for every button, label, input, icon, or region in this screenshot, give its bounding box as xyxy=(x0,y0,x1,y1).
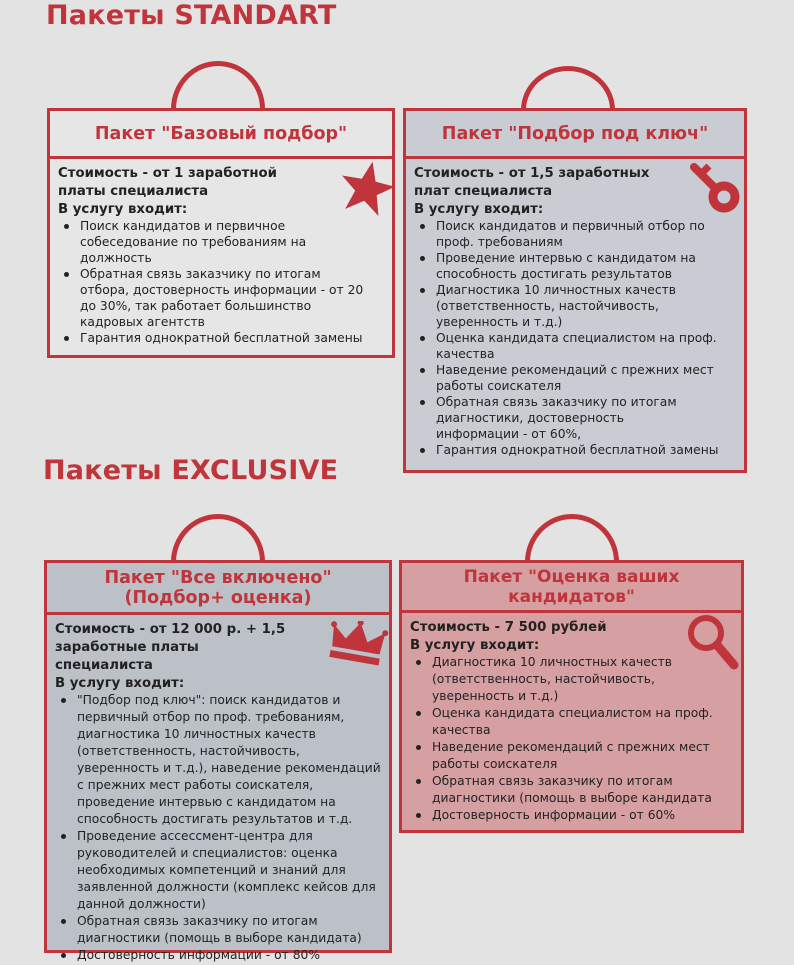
list-item: Поиск кандидатов и первичное собеседование по требованиям на должность xyxy=(61,218,331,266)
basic-package-card xyxy=(47,108,395,358)
bag-handle xyxy=(521,66,615,110)
list-item: Обратная связь заказчику по итогам отбора, достоверность информации - от 20 до 30%, так работает большинство кадровых агентств xyxy=(61,266,371,330)
list-item: Достоверность информации - от 60% xyxy=(413,807,733,824)
list-item: Достоверность информации - от 80% xyxy=(58,947,381,964)
package-title: Пакет "Базовый подбор" xyxy=(50,111,392,159)
includes-label: В услугу входит: xyxy=(58,202,188,217)
list-item: Гарантия однократной бесплатной замены xyxy=(417,442,736,458)
price-text: Стоимость - от 12 000 р. + 1,5 заработные платы специалиста xyxy=(55,622,286,673)
assessment-package-card xyxy=(399,560,744,833)
package-title xyxy=(47,563,389,615)
list-item: Обратная связь заказчику по итогам диагностики (помощь в выборе кандидата) xyxy=(58,913,381,947)
list-item: Оценка кандидата специалистом на проф. качества xyxy=(413,705,713,739)
turnkey-package-card xyxy=(403,108,747,473)
package-title-line: Пакет "Все включено" xyxy=(104,567,332,588)
list-item: Оценка кандидата специалистом на проф. качества xyxy=(417,330,717,362)
bag-handle xyxy=(171,61,265,109)
star-icon xyxy=(338,159,396,217)
list-item: Проведение интервью с кандидатом на способность достигать результатов xyxy=(417,250,707,282)
list-item: Диагностика 10 личностных качеств (ответственность, настойчивость, уверенность и т.д.) xyxy=(413,654,673,705)
list-item: Проведение ассессмент-центра для руководителей и специалистов: оценка необходимых компетенций и знаний для заявленной должности (комплекс кейсов для данной должности) xyxy=(58,828,378,913)
package-title: Пакет "Подбор под ключ" xyxy=(406,111,744,159)
price-text: Стоимость - от 1,5 заработных плат специалиста xyxy=(414,166,650,199)
services-list xyxy=(61,218,384,346)
price-text: Стоимость - 7 500 рублей xyxy=(410,620,607,635)
list-item: Поиск кандидатов и первичный отбор по проф. требованиям xyxy=(417,218,707,250)
services-list xyxy=(417,218,736,458)
exclusive-title: Пакеты EXCLUSIVE xyxy=(43,455,339,486)
includes-label: В услугу входит: xyxy=(55,676,185,691)
all-inclusive-package-card xyxy=(44,560,392,962)
price-text: Стоимость - от 1 заработной платы специалиста xyxy=(58,166,278,199)
list-item: Диагностика 10 личностных качеств (ответственность, настойчивость, уверенность и т.д.) xyxy=(417,282,687,330)
key-icon xyxy=(684,157,746,219)
list-item: Наведение рекомендаций с прежних мест работы соискателя xyxy=(417,362,717,394)
list-item: Гарантия однократной бесплатной замены xyxy=(61,330,384,346)
list-item: Наведение рекомендаций с прежних мест работы соискателя xyxy=(413,739,713,773)
includes-label: В услугу входит: xyxy=(414,202,544,217)
list-item: "Подбор под ключ": поиск кандидатов и первичный отбор по проф. требованиям, диагностика 10 личностных качеств (ответственность, настойчивость, уверенность и т.д.), наведение рекомендаций с прежних мест работы соискателя, проведение интервью с кандидатом на способность достигать результатов и т.д. xyxy=(58,692,381,828)
package-title-line: (Подбор+ оценка) xyxy=(124,587,312,608)
magnifier-icon xyxy=(684,611,742,673)
services-list xyxy=(58,692,381,964)
crown-icon xyxy=(329,621,391,667)
standart-title: Пакеты STANDART xyxy=(46,0,337,31)
bag-handle xyxy=(171,514,265,562)
includes-label: В услугу входит: xyxy=(410,638,540,653)
list-item: Обратная связь заказчику по итогам диагностики (помощь в выборе кандидата xyxy=(413,773,733,807)
services-list xyxy=(413,654,733,824)
package-title: Пакет "Оценка ваших кандидатов" xyxy=(402,563,741,613)
list-item: Обратная связь заказчику по итогам диагностики, достоверность информации - от 60%, xyxy=(417,394,687,442)
bag-handle xyxy=(525,514,619,562)
